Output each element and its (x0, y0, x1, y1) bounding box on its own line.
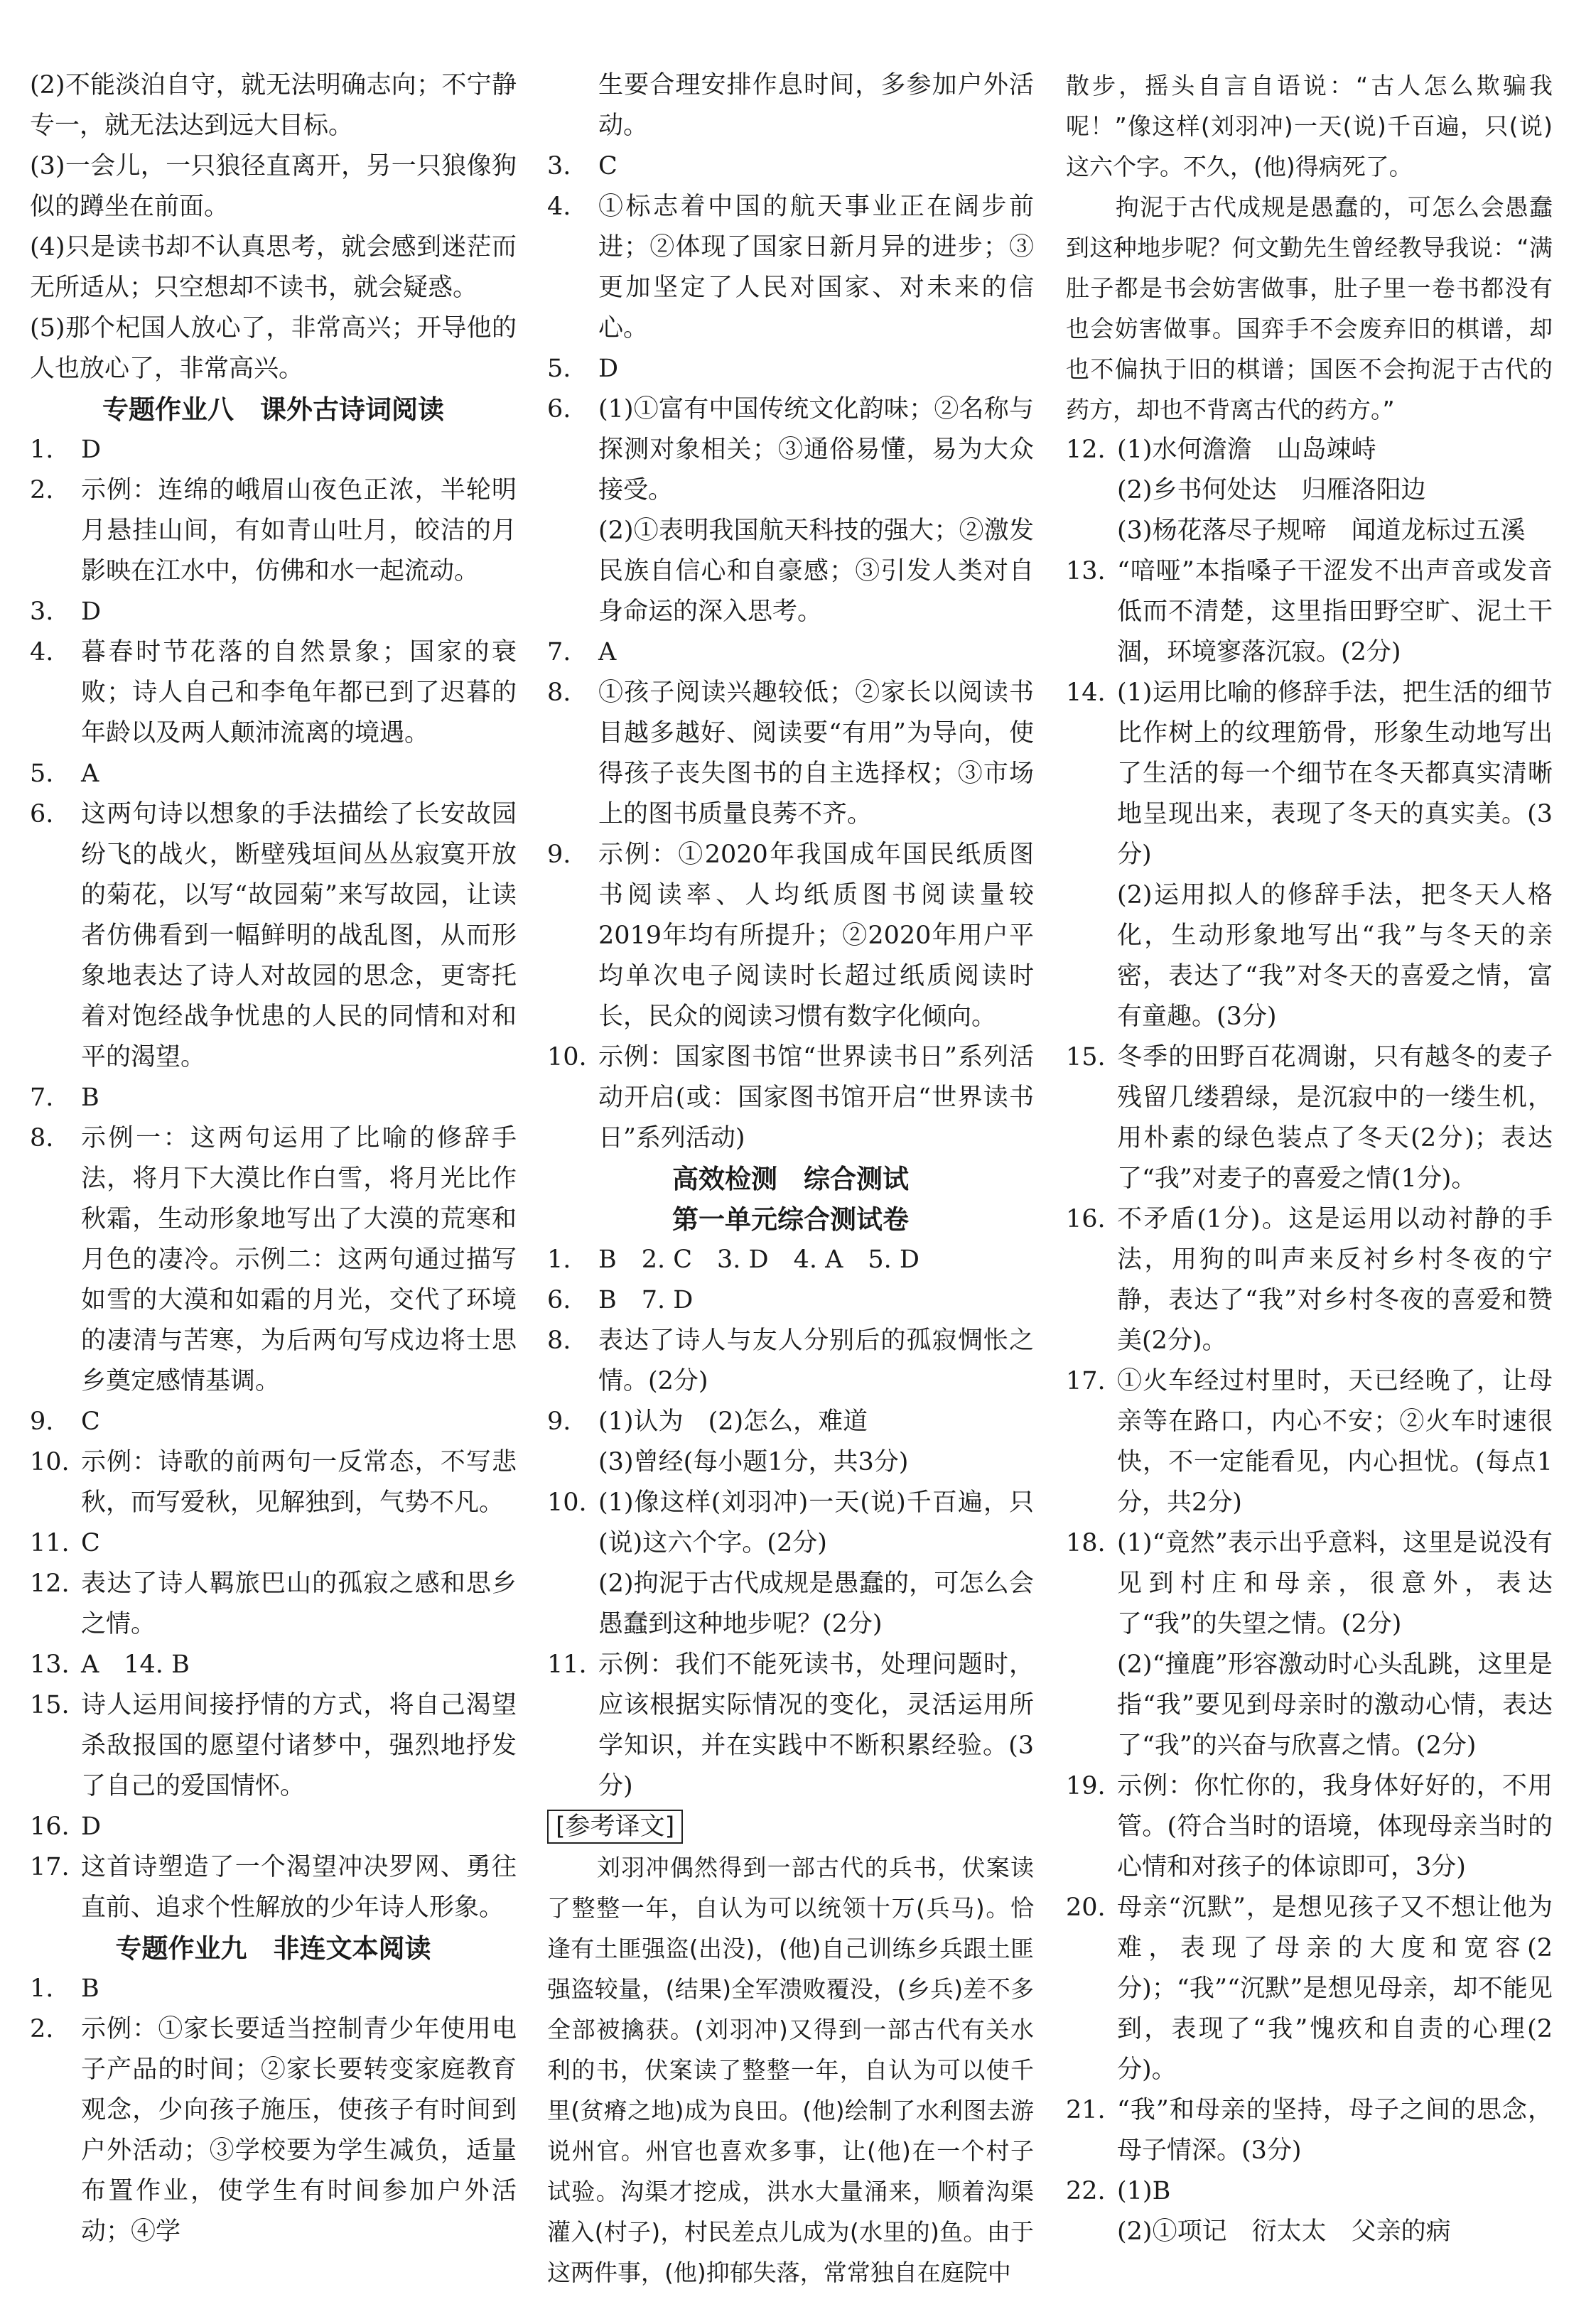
item-text: B 7. D (598, 1286, 694, 1314)
item-text: A 14. B (81, 1650, 190, 1679)
item-number: 10. (30, 1448, 70, 1476)
answer-continuation (547, 511, 1034, 632)
answer-item (30, 632, 517, 754)
answer-item (547, 673, 1034, 835)
answer-item (547, 146, 1034, 187)
item-number: 16. (1066, 1205, 1106, 1233)
item-number: 8. (547, 1326, 571, 1355)
item-text: B 2. C 3. D 4. A 5. D (598, 1245, 919, 1274)
answer-item (1066, 673, 1553, 875)
item-number: 12. (30, 1569, 70, 1598)
answer-continuation (30, 65, 517, 146)
item-text: (1)认为 (2)怎么，难道 (598, 1407, 868, 1436)
item-number: 11. (547, 1650, 587, 1679)
item-text: 示例：①2020年我国成年国民纸质图书阅读率、人均纸质图书阅读量较2019年均有所提升；②2020年用户平均单次电子阅读时长超过纸质阅读时长，民众的阅读习惯有数字化倾向。 (598, 841, 1034, 1031)
answer-continuation (30, 146, 517, 227)
item-number: 1. (30, 1974, 54, 2003)
item-number: 15. (30, 1691, 70, 1719)
item-number: 2. (30, 476, 54, 504)
item-number: 1. (30, 436, 54, 464)
answer-item (1066, 1361, 1553, 1523)
answer-continuation (547, 1564, 1034, 1645)
answer-continuation (1066, 875, 1553, 1037)
translation-paragraph: 拘泥于古代成规是愚蠢的，可怎么会愚蠢到这种地步呢？何文勤先生曾经教导我说：“满肚子都是书会妨害做事，肚子里一卷书都没有也会妨害做事。国弈手不会废弃旧的棋谱，却也不偏执于旧的棋谱；国医不会拘泥于古代的药方，却也不背离古代的药方。” (1066, 193, 1553, 423)
item-number: 18. (1066, 1529, 1106, 1557)
item-text: “我”和母亲的坚持，母子之间的思念，母子情深。(3分) (1117, 2096, 1553, 2165)
item-number: 17. (30, 1853, 70, 1881)
item-text: D (598, 355, 619, 383)
answer-item (1066, 430, 1553, 470)
item-number: 6. (547, 1286, 571, 1314)
answer-item (547, 349, 1034, 389)
item-text: D (81, 1812, 102, 1841)
item-text: ①孩子阅读兴趣较低；②家长以阅读书目越多越好、阅读要“有用”为导向，使得孩子丧失图书的自主选择权；③市场上的图书质量良莠不齐。 (598, 679, 1034, 828)
answer-item (547, 632, 1034, 673)
item-number: 8. (30, 1124, 54, 1152)
answer-item (547, 389, 1034, 511)
item-number: 3. (547, 152, 571, 180)
item-text: “喑哑”本指嗓子干涩发不出声音或发音低而不清楚，这里指田野空旷、泥土干涸，环境寥落沉寂。(2分) (1117, 557, 1553, 666)
item-text: (1)运用比喻的修辞手法，把生活的细节比作树上的纹理筋骨，形象生动地写出了生活的每一个细节在冬天都真实清晰地呈现出来，表现了冬天的真实美。(3分) (1117, 679, 1553, 869)
item-text: (1)B (1117, 2177, 1171, 2205)
section-heading: 高效检测 综合测试 (672, 1164, 909, 1194)
answer-continuation (547, 65, 1034, 146)
item-number: 15. (1066, 1043, 1106, 1071)
item-text: 表达了诗人羁旅巴山的孤寂之感和思乡之情。 (81, 1569, 517, 1638)
item-number: 12. (1066, 436, 1106, 464)
item-number: 7. (30, 1083, 54, 1112)
column-left (30, 65, 517, 2252)
item-number: 4. (30, 638, 54, 666)
answer-item (547, 187, 1034, 349)
item-number: 1. (547, 1245, 571, 1274)
section-heading: 专题作业八 课外古诗词阅读 (102, 394, 444, 425)
answer-item (547, 1402, 1034, 1442)
item-number: 10. (547, 1043, 587, 1071)
item-number: 20. (1066, 1893, 1106, 1922)
item-number: 9. (547, 1407, 571, 1436)
item-text: (2)拘泥于古代成规是愚蠢的，可怎么会愚蠢到这种地步呢？(2分) (598, 1569, 1034, 1638)
item-text: (2)“撞鹿”形容激动时心头乱跳，这里是指“我”要见到母亲时的激动心情，表达了“我”的兴奋与欣喜之情。(2分) (1117, 1650, 1553, 1760)
answer-item (30, 1402, 517, 1442)
item-text: 示例一：这两句运用了比喻的修辞手法，将月下大漠比作白雪，将月光比作秋霜，生动形象地写出了大漠的荒寒和月色的凄冷。示例二：这两句通过描写如雪的大漠和如霜的月光，交代了环境的凄清与苦寒，为后两句写戍边将士思乡奠定感情基调。 (81, 1124, 517, 1395)
answer-item (30, 1442, 517, 1523)
item-text: B (81, 1083, 99, 1112)
item-number: 7. (547, 638, 571, 666)
answer-item (1066, 1199, 1553, 1361)
label-box: [参考译文] (547, 1810, 683, 1844)
item-number: 22. (1066, 2177, 1106, 2205)
item-text: (2)不能淡泊自守，就无法明确志向；不宁静专一，就无法达到远大目标。 (30, 71, 517, 140)
answer-item (30, 1685, 517, 1807)
item-number: 16. (30, 1812, 70, 1841)
answer-continuation (30, 308, 517, 389)
answer-continuation (1066, 1645, 1553, 1766)
item-text: (2)①项记 衍太太 父亲的病 (1117, 2217, 1451, 2246)
item-text: C (81, 1407, 100, 1436)
item-number: 5. (30, 760, 54, 788)
item-number: 5. (547, 355, 571, 383)
item-text: (3)一会儿，一只狼径直离开，另一只狼像狗似的蹲坐在前面。 (30, 152, 517, 221)
answer-continuation (547, 1442, 1034, 1483)
answer-continuation (1066, 470, 1553, 511)
answer-continuation (1066, 511, 1553, 551)
answer-item (30, 1118, 517, 1402)
answer-item (547, 1280, 1034, 1321)
item-text: (2)乡书何处达 归雁洛阳边 (1117, 476, 1426, 504)
item-text: 生要合理安排作息时间，多参加户外活动。 (598, 71, 1034, 140)
answer-item (30, 592, 517, 632)
item-text: 示例：我们不能死读书，处理问题时，应该根据实际情况的变化，灵活运用所学知识，并在实践中不断积累经验。(3分) (598, 1650, 1034, 1800)
item-text: 冬季的田野百花凋谢，只有越冬的麦子残留几缕碧绿，是沉寂中的一缕生机，用朴素的绿色装点了冬天(2分)；表达了“我”对麦子的喜爱之情(1分)。 (1117, 1043, 1553, 1193)
item-number: 14. (1066, 679, 1106, 707)
item-text: ①火车经过村里时，天已经晚了，让母亲等在路口，内心不安；②火车时速很快，不一定能看见，内心担忧。(每点1分，共2分) (1117, 1367, 1553, 1517)
answer-item (30, 1847, 517, 1928)
answer-item (30, 1807, 517, 1847)
answer-item (547, 1321, 1034, 1402)
answer-item (1066, 1523, 1553, 1645)
section-heading: 第一单元综合测试卷 (672, 1204, 909, 1235)
answer-item (1066, 2171, 1553, 2212)
item-number: 4. (547, 193, 571, 221)
item-text: 母亲“沉默”，是想见孩子又不想让他为难，表现了母亲的大度和宽容(2分)；“我”“沉默”是想见母亲，却不能见到，表现了“我”愧疚和自责的心理(2分)。 (1117, 1893, 1553, 2084)
item-number: 6. (30, 800, 54, 828)
translation-paragraph: 散步，摇头自言自语说：“古人怎么欺骗我呢！”像这样(刘羽冲)一天(说)千百遍，只(说)这六个字。不久，(他)得病死了。 (1066, 72, 1553, 180)
item-number: 13. (30, 1650, 70, 1679)
answer-item (547, 1240, 1034, 1280)
answer-item (30, 1645, 517, 1685)
item-text: 这两句诗以想象的手法描绘了长安故园纷飞的战火，断壁残垣间丛丛寂寞开放的菊花，以写“故园菊”来写故园，让读者仿佛看到一幅鲜明的战乱图，从而形象地表达了诗人对故园的思念，更寄托着对饱经战争忧患的人民的同情和对和平的渴望。 (81, 800, 517, 1071)
item-text: B (81, 1974, 99, 2003)
answer-item (1066, 551, 1553, 673)
answer-item (547, 1645, 1034, 1807)
item-text: ①标志着中国的航天事业正在阔步前进；②体现了国家日新月异的进步；③更加坚定了人民对国家、对未来的信心。 (598, 193, 1034, 342)
answer-item (30, 754, 517, 794)
item-text: (1)像这样(刘羽冲)一天(说)千百遍，只(说)这六个字。(2分) (598, 1488, 1034, 1557)
answer-item (547, 1483, 1034, 1564)
item-number: 17. (1066, 1367, 1106, 1395)
item-number: 19. (1066, 1772, 1106, 1800)
item-text: 不矛盾(1分)。这是运用以动衬静的手法，用狗的叫声来反衬乡村冬夜的宁静，表达了“我”对乡村冬夜的喜爱和赞美(2分)。 (1117, 1205, 1553, 1355)
item-text: 这首诗塑造了一个渴望冲决罗网、勇往直前、追求个性解放的少年诗人形象。 (81, 1853, 517, 1922)
item-number: 3. (30, 598, 54, 626)
answer-item (30, 1564, 517, 1645)
translation-paragraph: 刘羽冲偶然得到一部古代的兵书，伏案读了整整一年，自认为可以统领十万(兵马)。恰逢有土匪强盗(出没)，(他)自己训练乡兵跟土匪强盗较量，(结果)全军溃败覆没，(乡兵)差不多全部被擒获。(刘羽冲)又得到一部古代有关水利的书，伏案读了整整一年，自认为可以使千里(贫瘠之地)成为良田。(他)绘制了水利图去游说州官。州官也喜欢多事，让(他)在一个村子试验。沟渠才挖成，洪水大量涌来，顺着沟渠灌入(村子)，村民差点儿成为(水里的)鱼。由于这两件事，(他)抑郁失落，常常独自在庭院中 (547, 1854, 1034, 2286)
answer-item (30, 430, 517, 470)
column-right (1066, 65, 1553, 2252)
answer-continuation (1066, 2212, 1553, 2252)
item-text: 示例：你忙你的，我身体好好的，不用管。(符合当时的语境，体现母亲当时的心情和对孩子的体谅即可，3分) (1117, 1772, 1553, 1881)
answer-item (1066, 1037, 1553, 1199)
item-text: (1)水何澹澹 山岛竦峙 (1117, 436, 1376, 464)
item-text: (3)杨花落尽子规啼 闻道龙标过五溪 (1117, 517, 1526, 545)
item-text: (1)“竟然”表示出乎意料，这里是说没有见到村庄和母亲，很意外，表达了“我”的失望之情。(2分) (1117, 1529, 1553, 1638)
item-text: A (81, 760, 99, 788)
item-number: 9. (547, 841, 571, 869)
item-text: C (81, 1529, 100, 1557)
item-text: A (598, 638, 617, 666)
section-heading: 专题作业九 非连文本阅读 (115, 1933, 431, 1964)
answer-item (1066, 1888, 1553, 2090)
item-text: 示例：国家图书馆“世界读书日”系列活动开启(或：国家图书馆开启“世界读书日”系列活动) (598, 1043, 1034, 1152)
item-text: 诗人运用间接抒情的方式，将自己渴望杀敌报国的愿望付诸梦中，强烈地抒发了自己的爱国情怀。 (81, 1691, 517, 1800)
item-number: 8. (547, 679, 571, 707)
item-text: D (81, 598, 102, 626)
item-text: 表达了诗人与友人分别后的孤寂惆怅之情。(2分) (598, 1326, 1034, 1395)
item-text: (3)曾经(每小题1分，共3分) (598, 1448, 909, 1476)
answer-item (30, 1078, 517, 1118)
item-number: 6. (547, 395, 571, 423)
answer-item (30, 2009, 517, 2252)
item-text: D (81, 436, 102, 464)
item-text: 示例：①家长要适当控制青少年使用电子产品的时间；②家长要转变家庭教育观念，少向孩子施压，使孩子有时间到户外活动；③学校要为学生减负，适量布置作业，使学生有时间参加户外活动；④学 (81, 2015, 517, 2246)
item-text: (2)①表明我国航天科技的强大；②激发民族自信心和自豪感；③引发人类对自身命运的深入思考。 (598, 517, 1034, 626)
item-number: 10. (547, 1488, 587, 1517)
answer-item (1066, 1766, 1553, 1888)
item-text: (4)只是读书却不认真思考，就会感到迷茫而无所适从；只空想却不读书，就会疑惑。 (30, 233, 517, 302)
item-number: 13. (1066, 557, 1106, 585)
item-text: (5)那个杞国人放心了，非常高兴；开导他的人也放心了，非常高兴。 (30, 314, 517, 383)
answer-item (547, 835, 1034, 1037)
item-text: C (598, 152, 617, 180)
item-text: (2)运用拟人的修辞手法，把冬天人格化，生动形象地写出“我”与冬天的亲密，表达了“我”对冬天的喜爱之情，富有童趣。(3分) (1117, 881, 1553, 1031)
answer-item (30, 1523, 517, 1564)
answer-item (547, 1037, 1034, 1159)
answer-continuation (30, 227, 517, 308)
item-number: 9. (30, 1407, 54, 1436)
item-text: 示例：诗歌的前两句一反常态，不写悲秋，而写爱秋，见解独到，气势不凡。 (81, 1448, 517, 1517)
item-number: 21. (1066, 2096, 1106, 2124)
answer-item (30, 470, 517, 592)
item-number: 11. (30, 1529, 70, 1557)
item-number: 2. (30, 2015, 54, 2043)
answer-item (30, 1969, 517, 2009)
reference-translation-label (547, 1807, 1034, 1847)
item-text: (1)①富有中国传统文化韵味；②名称与探测对象相关；③通俗易懂，易为大众接受。 (598, 395, 1034, 504)
item-text: 示例：连绵的峨眉山夜色正浓，半轮明月悬挂山间，有如青山吐月，皎洁的月影映在江水中，仿佛和水一起流动。 (81, 476, 517, 585)
answer-item (30, 794, 517, 1078)
item-text: 暮春时节花落的自然景象；国家的衰败；诗人自己和李龟年都已到了迟暮的年龄以及两人颠沛流离的境遇。 (81, 638, 517, 747)
answer-item (1066, 2090, 1553, 2171)
column-middle (547, 65, 1034, 2293)
